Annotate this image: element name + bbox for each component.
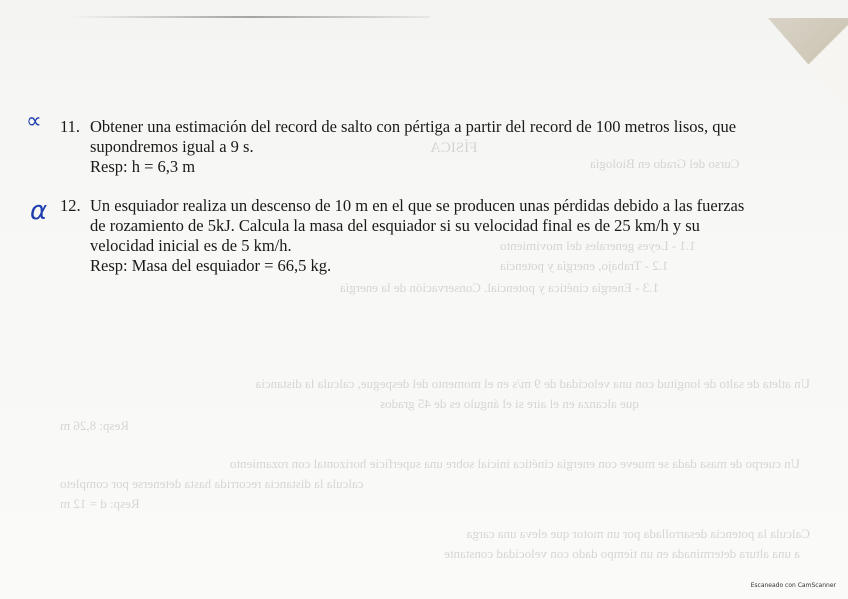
question-answer: Resp: h = 6,3 m bbox=[90, 157, 196, 176]
question-text-line: Obtener una estimación del record de salto con pértiga a partir del record de 100 metros lisos, que bbox=[90, 117, 737, 136]
question-number: 11. bbox=[60, 117, 81, 136]
bleed-through-line: 1.3 - Energía cinética y potencial. Conservación de la energía bbox=[340, 280, 659, 295]
bleed-through-line: a una altura determinada en un tiempo dado con velocidad constante bbox=[444, 546, 800, 561]
bleed-through-line: Curso del Grado en Biología bbox=[590, 156, 740, 171]
bleed-through-line: que alcanza en el aire si el ángulo es de 45 grados bbox=[380, 396, 639, 411]
question-text-line: velocidad inicial es de 5 km/h. bbox=[90, 236, 292, 255]
bleed-through-line: Resp: 8,26 m bbox=[60, 418, 129, 433]
bleed-through-line: 1.2 - Trabajo, energía y potencia bbox=[500, 258, 669, 273]
scanner-watermark: Escaneado con CamScanner bbox=[750, 582, 836, 589]
handwritten-mark-12: α bbox=[30, 196, 48, 226]
question-text-line: de rozamiento de 5kJ. Calcula la masa del esquiador si su velocidad final es de 25 km/h y su bbox=[90, 216, 700, 235]
question-text-line: Un esquiador realiza un descenso de 10 m en el que se producen unas pérdidas debido a las fuerzas bbox=[90, 196, 745, 215]
question-11 bbox=[60, 117, 792, 177]
bleed-through-line: Calcula la potencia desarrollada por un motor que eleva una carga bbox=[466, 526, 810, 541]
folded-corner bbox=[768, 18, 848, 110]
bleed-through-line: 1.1 - Leyes generales del movimiento bbox=[500, 238, 696, 253]
bleed-through-line: Un atleta de salto de longitud con una velocidad de 9 m/s en el momento del despegue, calcula la distancia bbox=[255, 376, 810, 391]
question-answer: Resp: Masa del esquiador = 66,5 kg. bbox=[90, 256, 332, 275]
bleed-through-heading: FÍSICA bbox=[430, 140, 478, 156]
top-edge-line bbox=[70, 16, 430, 18]
bleed-through-line: calcula la distancia recorrida hasta detenerse por completo bbox=[60, 476, 364, 491]
bleed-through-line: Resp: d = 12 m bbox=[60, 496, 140, 511]
handwritten-mark-11: ∝ bbox=[26, 109, 42, 134]
bleed-through-line: Un cuerpo de masa dada se mueve con energía cinética inicial sobre una superficie horizontal con rozamiento bbox=[229, 456, 800, 471]
question-text-line: supondremos igual a 9 s. bbox=[90, 137, 254, 156]
question-12 bbox=[60, 196, 792, 276]
question-number: 12. bbox=[60, 196, 81, 215]
